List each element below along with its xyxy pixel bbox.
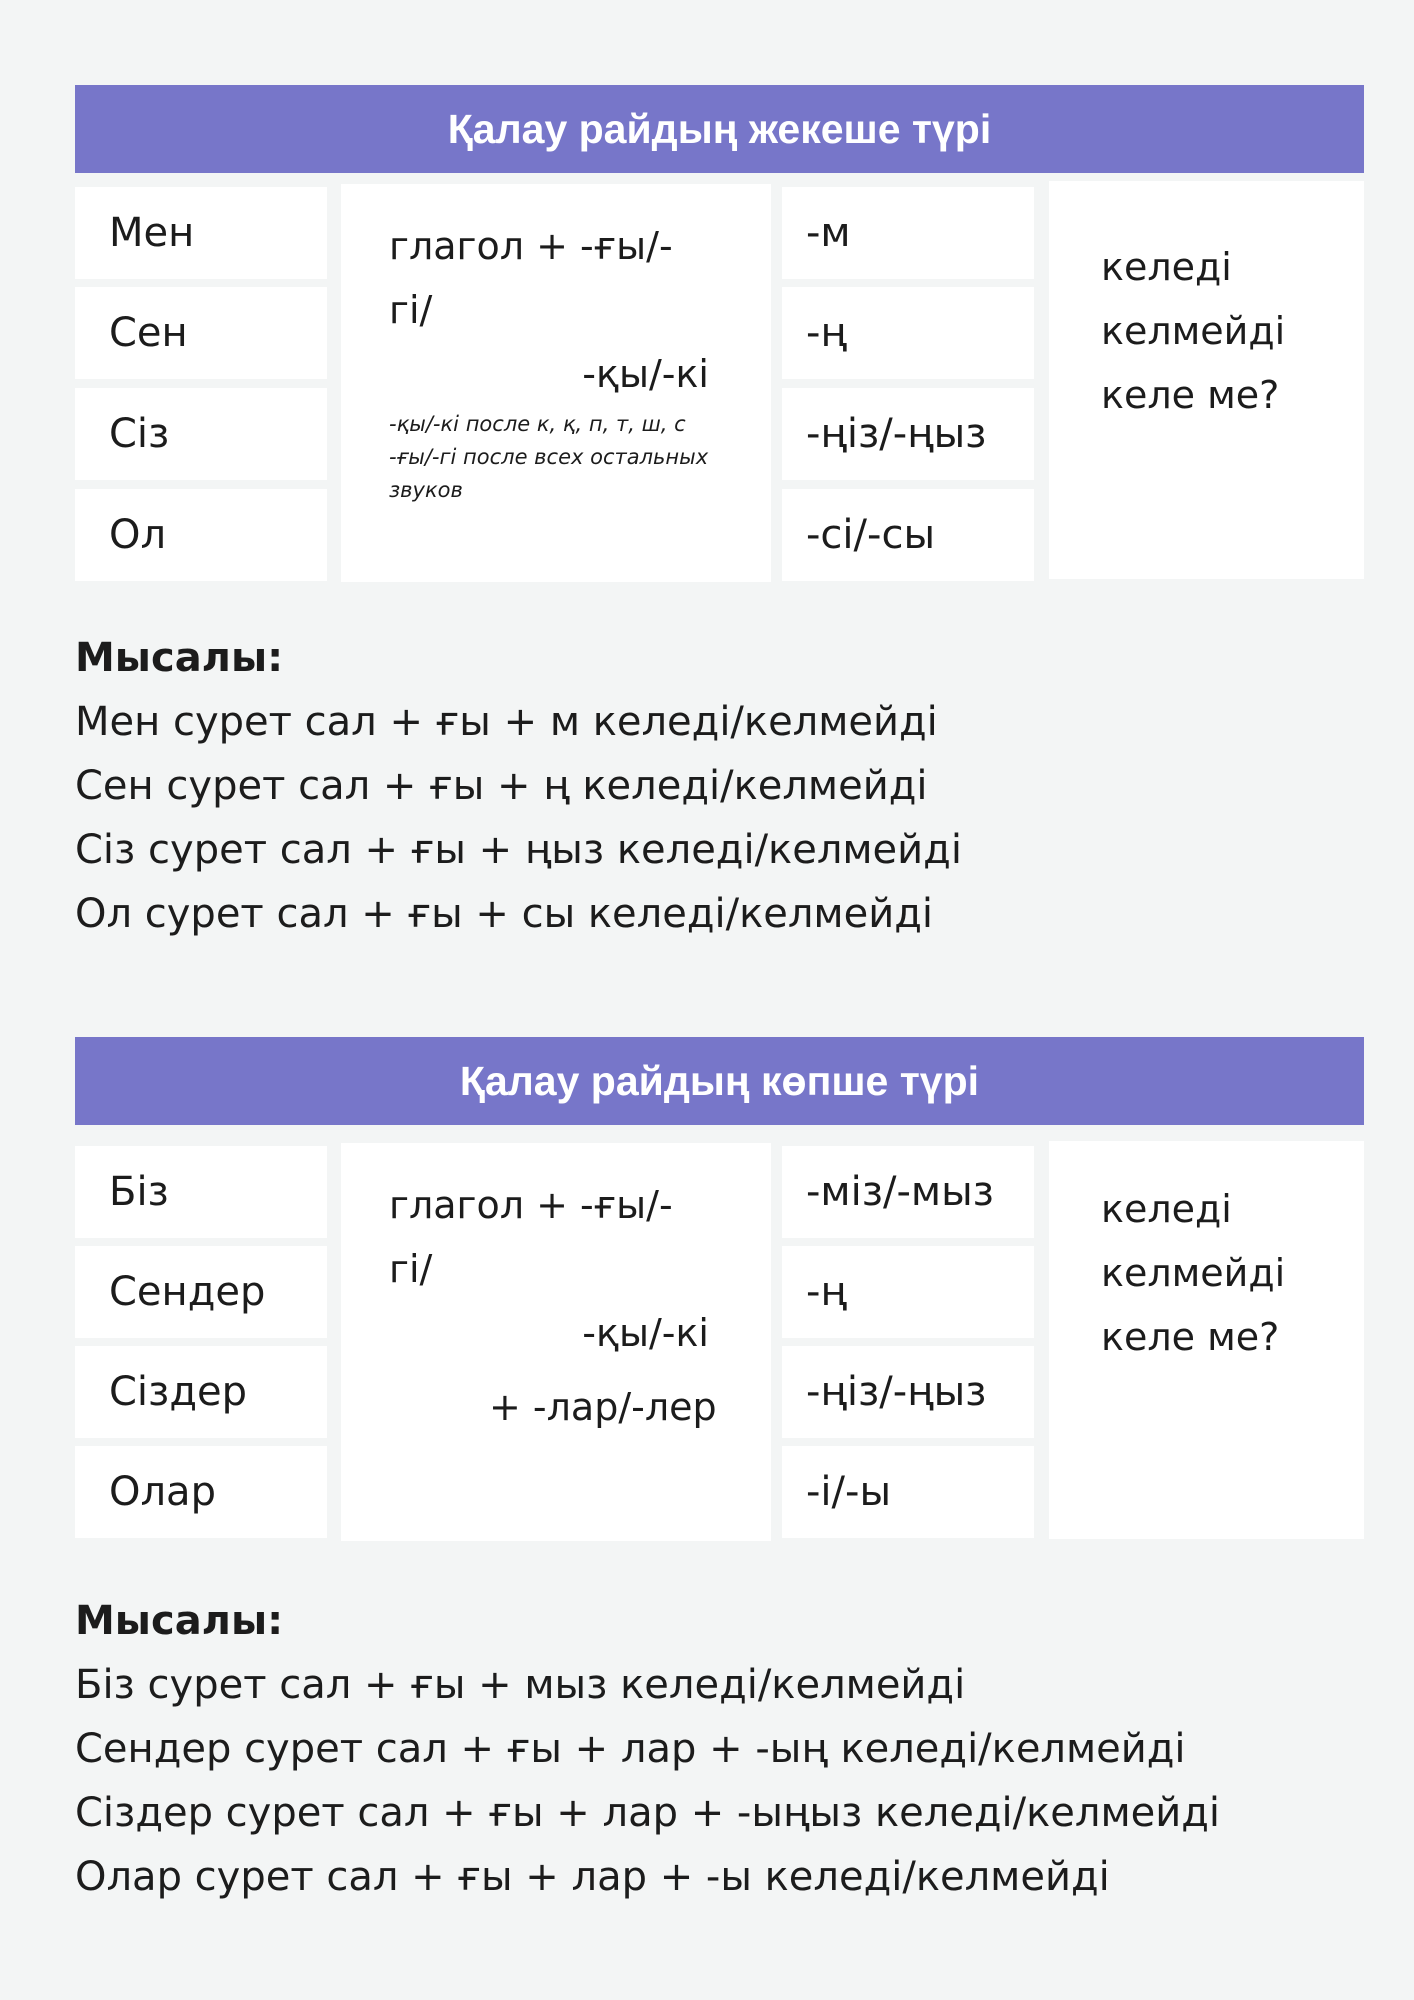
examples-title: Мысалы: xyxy=(75,1598,284,1644)
example-line: Сендер сурет сал + ғы + лар + -ың келеді/келмейді xyxy=(75,1726,1186,1772)
verb-form: келе ме? xyxy=(1101,1315,1280,1359)
pronoun-cell: Сен xyxy=(75,287,327,379)
plural-suffix-formula: + -лар/-лер xyxy=(489,1385,717,1429)
pronoun-cell: Ол xyxy=(75,489,327,581)
example-line: Сіз сурет сал + ғы + ңыз келеді/келмейді xyxy=(75,827,962,873)
formula-line: глагол + -ғы/-гі/ xyxy=(389,224,673,332)
singular-examples xyxy=(75,626,962,946)
verb-box xyxy=(1049,1141,1364,1539)
formula xyxy=(389,1173,709,1365)
pronoun-cell: Сіз xyxy=(75,388,327,480)
example-line: Біз сурет сал + ғы + мыз келеді/келмейді xyxy=(75,1662,966,1708)
formula-box xyxy=(341,184,771,582)
example-line: Сен сурет сал + ғы + ң келеді/келмейді xyxy=(75,763,928,809)
note-line: -ғы/-гі после всех остальных xyxy=(389,445,709,469)
suffix-cell: -ң xyxy=(782,1246,1034,1338)
verb-form: келмейді xyxy=(1101,1251,1286,1295)
verb-box xyxy=(1049,181,1364,579)
verb-form: келмейді xyxy=(1101,309,1286,353)
example-line: Сіздер сурет сал + ғы + лар + -ыңыз келеді/келмейді xyxy=(75,1790,1221,1836)
singular-title: Қалау райдың жекеше түрі xyxy=(75,85,1364,173)
verb-form: келеді xyxy=(1101,1187,1232,1231)
formula-box xyxy=(341,1143,771,1541)
plural-examples xyxy=(75,1589,1220,1909)
example-line: Олар сурет сал + ғы + лар + -ы келеді/келмейді xyxy=(75,1854,1110,1900)
pronoun-cell: Сендер xyxy=(75,1246,327,1338)
verb-list xyxy=(1101,235,1285,427)
formula-line: -қы/-кі xyxy=(582,352,709,396)
suffix-cell: -міз/-мыз xyxy=(782,1146,1034,1238)
verb-list xyxy=(1101,1177,1285,1369)
pronoun-cell: Сіздер xyxy=(75,1346,327,1438)
pronoun-cell: Олар xyxy=(75,1446,327,1538)
suffix-cell: -ң xyxy=(782,287,1034,379)
note-line: -қы/-кі после к, қ, п, т, ш, с xyxy=(389,412,686,436)
pronoun-cell: Біз xyxy=(75,1146,327,1238)
suffix-cell: -сі/-сы xyxy=(782,489,1034,581)
example-line: Мен сурет сал + ғы + м келеді/келмейді xyxy=(75,699,938,745)
verb-form: келеді xyxy=(1101,245,1232,289)
formula-line: -қы/-кі xyxy=(582,1311,709,1355)
suffix-cell: -ңіз/-ңыз xyxy=(782,1346,1034,1438)
suffix-cell: -і/-ы xyxy=(782,1446,1034,1538)
plural-title: Қалау райдың көпше түрі xyxy=(75,1037,1364,1125)
examples-title: Мысалы: xyxy=(75,635,284,681)
formula-line: глагол + -ғы/-гі/ xyxy=(389,1183,673,1291)
example-line: Ол сурет сал + ғы + сы келеді/келмейді xyxy=(75,891,933,937)
suffix-cell: -ңіз/-ңыз xyxy=(782,388,1034,480)
suffix-cell: -м xyxy=(782,187,1034,279)
formula xyxy=(389,214,709,406)
note-line: звуков xyxy=(389,478,463,502)
formula-note xyxy=(389,408,759,507)
verb-form: келе ме? xyxy=(1101,373,1280,417)
pronoun-cell: Мен xyxy=(75,187,327,279)
